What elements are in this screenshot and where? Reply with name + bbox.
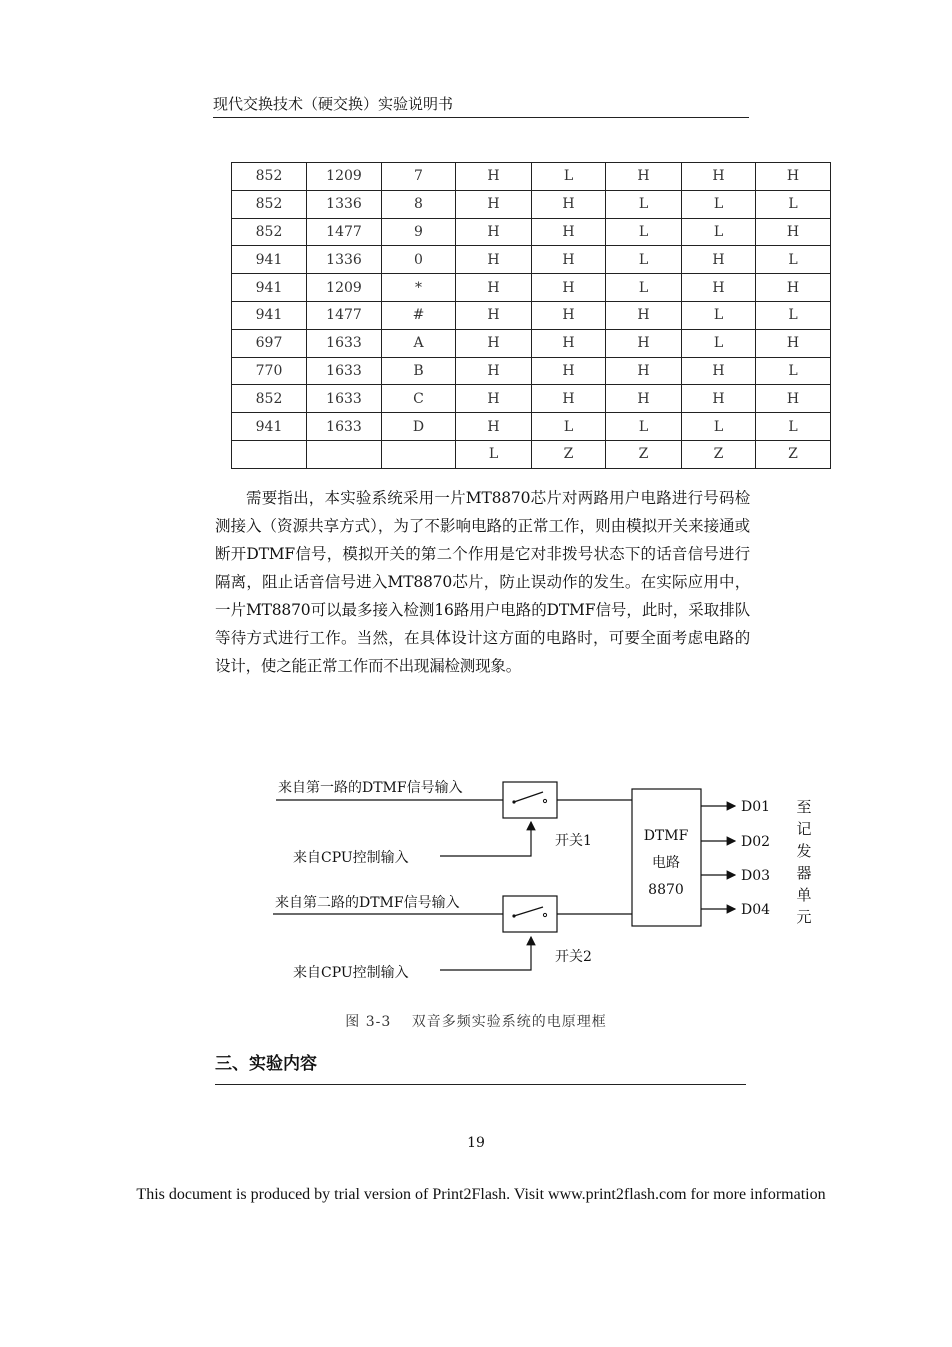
table-row [232,301,831,329]
destination-char: 发 [796,842,812,860]
section-title: 三、实验内容 [215,1050,746,1085]
table-cell: 1209 [307,274,382,302]
cpu1-label: 来自CPU控制输入 [293,850,409,866]
table-cell: 8 [382,190,456,218]
output-d03-label: D03 [741,868,771,884]
table-cell: H [456,163,532,191]
table-cell: Z [532,440,606,468]
table-cell: 1477 [307,218,382,246]
table-cell: 0 [382,246,456,274]
page-header [213,93,749,118]
input2-label: 来自第二路的DTMF信号输入 [275,895,460,911]
table-cell: H [532,329,606,357]
table-cell: L [532,413,606,441]
table-cell: H [606,385,682,413]
table-cell: H [532,357,606,385]
table-cell: 852 [232,163,307,191]
table-row [232,329,831,357]
table-cell: L [682,218,756,246]
switch1-contact [512,800,515,803]
table-cell: B [382,357,456,385]
table-cell: L [682,190,756,218]
table-cell: * [382,274,456,302]
table-cell: L [756,357,831,385]
switch2-blade [514,907,543,916]
table-cell: 941 [232,301,307,329]
table-cell: H [456,329,532,357]
table-cell: L [682,301,756,329]
table-cell: H [756,329,831,357]
table-cell: H [606,357,682,385]
table-cell: 1209 [307,163,382,191]
table-cell: H [756,385,831,413]
table-cell: 852 [232,218,307,246]
table-cell: H [532,385,606,413]
table-cell: H [456,274,532,302]
figure-caption: 图 3-3 双音多频实验系统的电原理框 [345,1014,607,1030]
table-cell: L [756,190,831,218]
switch2-contact [543,913,546,916]
table-cell: H [606,301,682,329]
switch2-box [503,896,557,932]
table-cell: Z [682,440,756,468]
table-cell: L [756,301,831,329]
trial-notice: This document is produced by trial version of Print2Flash. Visit www.print2flash.com for more information [136,1186,826,1203]
table-cell: L [682,329,756,357]
input1-label: 来自第一路的DTMF信号输入 [278,780,463,796]
table-cell: 7 [382,163,456,191]
table-cell: H [756,274,831,302]
table-cell: D [382,413,456,441]
table-cell: H [532,218,606,246]
table-cell: 1336 [307,246,382,274]
table-row [232,163,831,191]
table-cell: 1633 [307,413,382,441]
table-cell: 852 [232,385,307,413]
table-cell: 770 [232,357,307,385]
table-cell: Z [606,440,682,468]
table-cell: 941 [232,274,307,302]
table-cell: H [456,301,532,329]
output-d04-label: D04 [741,902,771,918]
page-number: 19 [467,1135,485,1151]
destination-char: 单 [796,886,812,904]
table-cell: 1336 [307,190,382,218]
table-row [232,413,831,441]
table-cell: L [606,190,682,218]
table-row [232,190,831,218]
table-cell: L [606,274,682,302]
cpu2-label: 来自CPU控制输入 [293,965,409,981]
table-cell: # [382,301,456,329]
table-cell: H [456,357,532,385]
table-body [232,163,831,469]
table-cell: L [456,440,532,468]
table-cell: H [756,163,831,191]
table-cell: L [606,413,682,441]
table-cell: H [682,274,756,302]
table-cell [232,440,307,468]
switch2-label: 开关2 [555,949,592,965]
table-cell: H [682,246,756,274]
destination-char: 至 [796,798,812,816]
switch1-box [503,782,557,818]
table-cell: 941 [232,246,307,274]
table-cell: A [382,329,456,357]
table-cell: H [532,274,606,302]
dtmf-block-line2: 电路 [652,855,680,871]
table-cell: L [682,413,756,441]
table-cell: H [532,246,606,274]
dtmf-block-line3: 8870 [648,882,684,898]
table-row [232,246,831,274]
table-cell: 1477 [307,301,382,329]
table-cell: 1633 [307,329,382,357]
table-cell [382,440,456,468]
switch1-blade [514,792,543,802]
table-cell: 9 [382,218,456,246]
table-cell: H [682,385,756,413]
output-d02-label: D02 [741,834,771,850]
table-cell: L [532,163,606,191]
table-row [232,274,831,302]
table-row [232,440,831,468]
table-cell: 852 [232,190,307,218]
table-cell: 1633 [307,385,382,413]
table-cell: H [532,301,606,329]
switch1-contact [543,799,546,802]
table-cell: Z [756,440,831,468]
cpu1-wire [440,822,531,856]
table-cell: H [682,357,756,385]
table-cell: L [606,246,682,274]
header-title: 现代交换技术（硬交换）实验说明书 [213,95,454,113]
table-cell: C [382,385,456,413]
table-cell: L [756,413,831,441]
table-cell: H [532,190,606,218]
table-cell: 941 [232,413,307,441]
destination-char: 元 [796,908,812,926]
destination-char: 记 [796,820,812,838]
cpu2-wire [440,937,531,970]
table-cell: 697 [232,329,307,357]
table-cell: H [456,190,532,218]
dtmf-block-line1: DTMF [643,828,689,844]
table-cell: L [606,218,682,246]
table-row [232,218,831,246]
table-row [232,385,831,413]
table-cell: H [456,246,532,274]
table-cell: H [606,329,682,357]
table-cell: H [456,218,532,246]
table-cell: 1633 [307,357,382,385]
destination-char: 器 [796,864,812,882]
table-cell: H [682,163,756,191]
table-cell: H [456,385,532,413]
table-cell: H [606,163,682,191]
table-row [232,357,831,385]
switch2-contact [512,914,515,917]
table-cell: H [456,413,532,441]
table-cell: L [756,246,831,274]
table-cell [307,440,382,468]
output-d01-label: D01 [741,799,771,815]
circuit-diagram [0,760,952,1000]
dtmf-code-table [231,162,831,469]
body-paragraph: 需要指出，本实验系统采用一片MT8870芯片对两路用户电路进行号码检测接入（资源共享方式），为了不影响电路的正常工作，则由模拟开关来接通或断开DTMF信号，模拟开关的第二个作用是它对非拨号状态下的话音信号进行隔离，阻止话音信号进入MT8870芯片，防止误动作的发生。在实际应用中，一片MT8870可以最多接入检测16路用户电路的DTMF信号，此时，采取排队等待方式进行工作。当然，在具体设计这方面的电路时，可要全面考虑电路的设计，使之能正常工作而不出现漏检测现象。 [215,489,750,675]
switch1-label: 开关1 [555,833,592,849]
table-cell: H [756,218,831,246]
